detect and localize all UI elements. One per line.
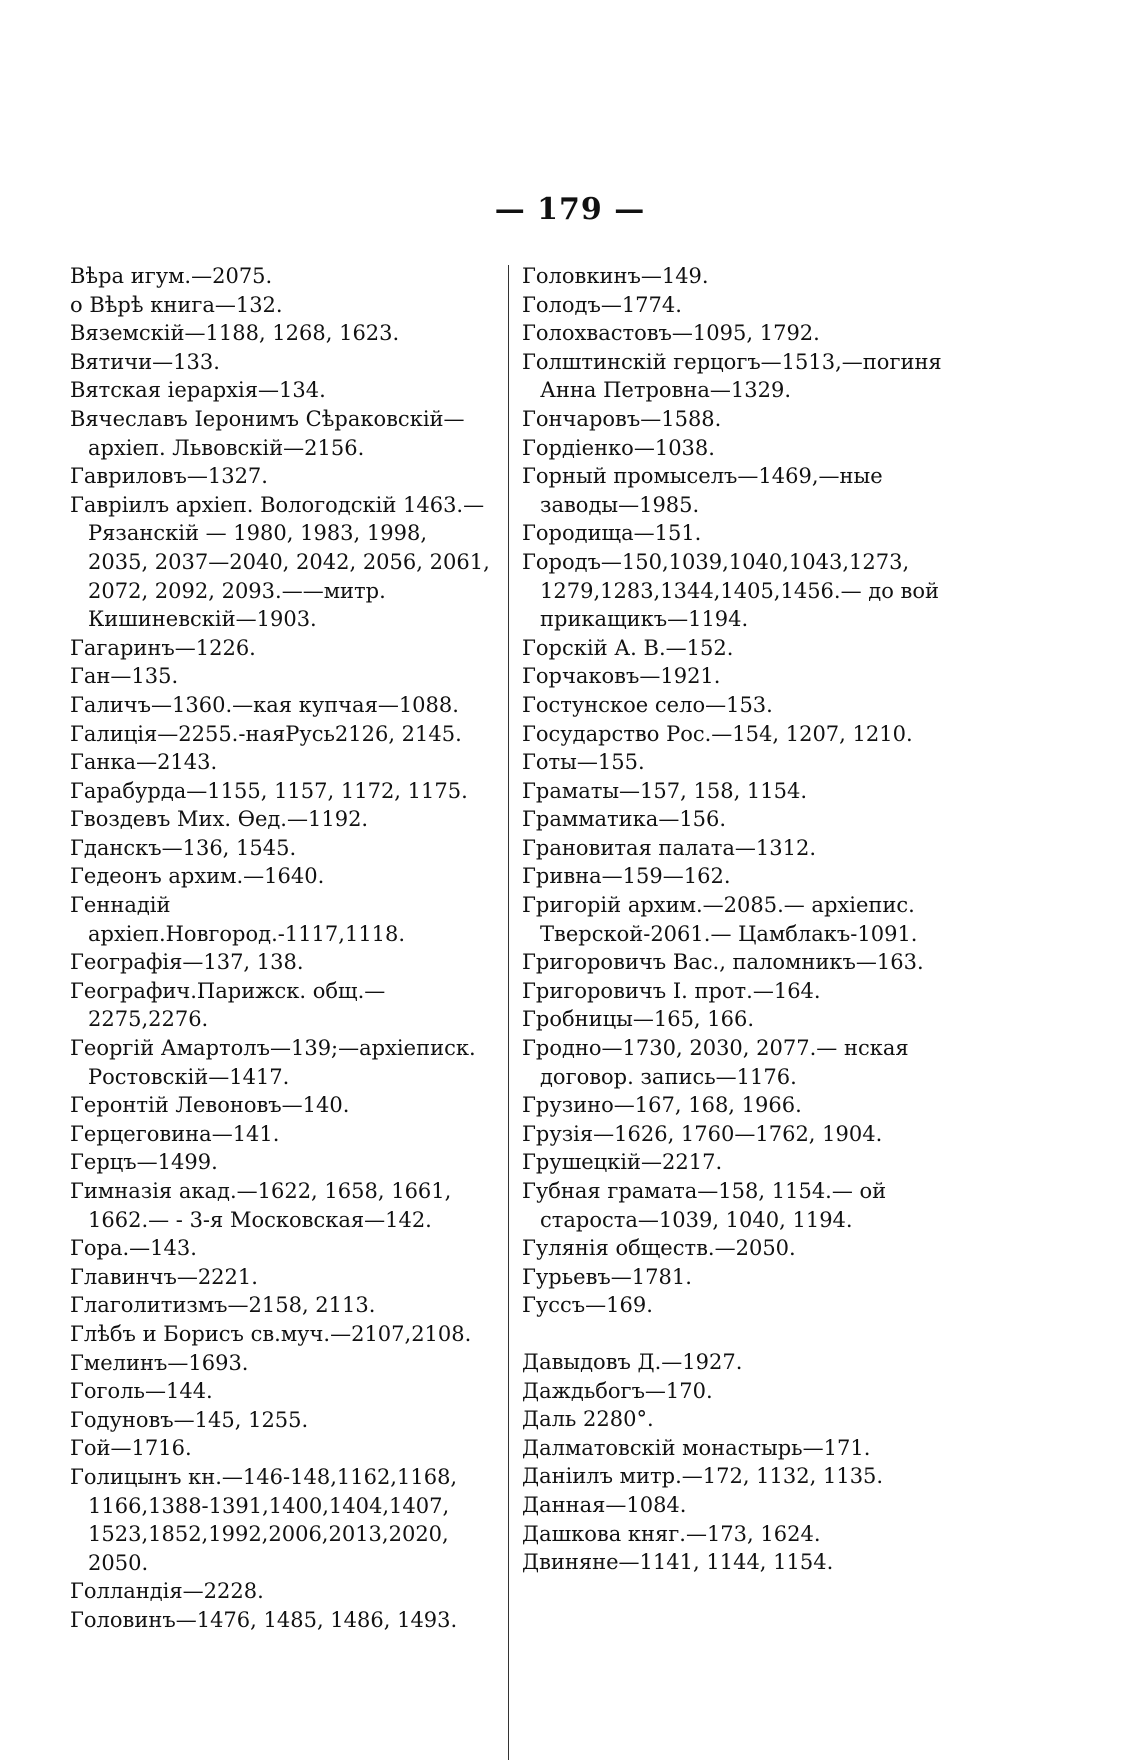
index-entry: Гродно—1730, 2030, 2077.— нская договор. запись—1176. [522, 1036, 909, 1089]
index-entry: Гробницы—165, 166. [522, 1007, 755, 1032]
index-entry: Далматовскій монастырь—171. [522, 1435, 871, 1460]
index-entry: Гоголь—144. [70, 1379, 213, 1404]
index-entry: Геронтій Левоновъ—140. [70, 1093, 350, 1118]
index-entry: Вятская іерархія—134. [70, 378, 326, 403]
index-entry: Горчаковъ—1921. [522, 664, 721, 689]
index-entry: Герцеговина—141. [70, 1121, 280, 1146]
index-entry: Данная—1084. [522, 1492, 687, 1517]
index-entry: Гривна—159—162. [522, 864, 731, 889]
index-entry: Головинъ—1476, 1485, 1486, 1493. [70, 1607, 458, 1632]
index-entry: Географич.Парижск. общ.—2275,2276. [70, 978, 386, 1032]
index-entry: Даждьбогъ—170. [522, 1378, 713, 1403]
index-entry: Географія—137, 138. [70, 950, 304, 975]
index-entry: Гурьевъ—1781. [522, 1264, 692, 1289]
index-entry: о Вѣрѣ книга—132. [70, 292, 283, 317]
index-entry: Даніилъ митр.—172, 1132, 1135. [522, 1464, 884, 1489]
index-entry: Городища—151. [522, 521, 702, 546]
index-entry: Городъ—150,1039,1040,1043,1273, 1279,1283,1344,1405,1456.— до вой прикащикъ—1194. [522, 549, 939, 632]
index-entry: Галичъ—1360.—кая купчая—1088. [70, 692, 459, 717]
index-entry: Горскій А. В.—152. [522, 635, 734, 660]
index-entry: Грузино—167, 168, 1966. [522, 1093, 802, 1118]
index-entry: Годуновъ—145, 1255. [70, 1407, 309, 1432]
index-entry: Гончаровъ—1588. [522, 406, 722, 431]
index-entry: Голицынъ кн.—146-148,1162,1168, 1166,1388-1391,1400,1404,1407, 1523,1852,1992,2006,2013,2020, 2050. [70, 1464, 458, 1575]
index-entry: Герцъ—1499. [70, 1150, 218, 1175]
index-entry: Ган—135. [70, 664, 179, 689]
column-divider [508, 265, 509, 1760]
index-entry: Даль 2280°. [522, 1407, 654, 1432]
index-entry: Вяземскій—1188, 1268, 1623. [70, 321, 400, 346]
index-entry: Вѣра игум.—2075. [70, 264, 273, 288]
index-entry: Граматы—157, 158, 1154. [522, 778, 808, 803]
index-entry: Гимназія акад.—1622, 1658, 1661, 1662.— - 3-я Московская—142. [70, 1179, 452, 1232]
page-number: — 179 — [494, 192, 646, 227]
index-entry: Губная грамата—158, 1154.— ой староста—1039, 1040, 1194. [522, 1179, 887, 1232]
index-entry: Глаголитизмъ—2158, 2113. [70, 1293, 376, 1318]
index-entry: Голодъ—1774. [522, 292, 682, 317]
index-entry: Вячеславъ Іеронимъ Сѣраковскій—архіеп. Львовскій—2156. [70, 406, 465, 460]
index-entry: Георгій Амартолъ—139;—архіеписк. Ростовскій—1417. [70, 1036, 476, 1089]
index-entry: Ганка—2143. [70, 750, 218, 775]
index-entry: Горный промыселъ—1469,—ные заводы—1985. [522, 464, 883, 517]
index-entry: Грамматика—156. [522, 807, 727, 832]
index-entry: Грушецкій—2217. [522, 1150, 723, 1175]
index-entry: Гой—1716. [70, 1436, 192, 1461]
index-entry: Головкинъ—149. [522, 264, 709, 288]
index-entry: Галиція—2255.-наяРусь2126, 2145. [70, 721, 462, 746]
index-entry: Григорій архим.—2085.— архіепис. Тверской-2061.— Цамблакъ-1091. [522, 893, 918, 946]
index-entry: Гостунское село—153. [522, 692, 773, 717]
index-entry: Государство Рос.—154, 1207, 1210. [522, 721, 913, 746]
index-entry: Гулянія обществ.—2050. [522, 1236, 796, 1261]
index-entry: Гавриловъ—1327. [70, 464, 268, 489]
index-entry: Грановитая палата—1312. [522, 835, 817, 860]
index-entry: Гуссъ—169. [522, 1293, 653, 1318]
index-entry: Гданскъ—136, 1545. [70, 835, 297, 860]
index-entry: Дашкова княг.—173, 1624. [522, 1521, 821, 1546]
index-entry: Гедеонъ архим.—1640. [70, 864, 325, 889]
index-entry: Голохвастовъ—1095, 1792. [522, 321, 820, 346]
index-entry: Гагаринъ—1226. [70, 635, 256, 660]
index-entry: Глѣбъ и Борисъ св.муч.—2107,2108. [70, 1321, 472, 1346]
index-entry: Грузія—1626, 1760—1762, 1904. [522, 1121, 883, 1146]
index-entry: Гвоздевъ Мих. Ѳед.—1192. [70, 807, 369, 832]
index-entry: Гарабурда—1155, 1157, 1172, 1175. [70, 778, 468, 803]
index-entry: Гора.—143. [70, 1236, 197, 1261]
index-entry: Голштинскій герцогъ—1513,—погиня Анна Петровна—1329. [522, 349, 942, 403]
index-entry: Геннадій архіеп.Новгород.-1117,1118. [70, 893, 406, 946]
index-entry: Григоровичъ Вас., паломникъ—163. [522, 950, 924, 975]
index-column-right [522, 262, 952, 1577]
index-entry: Гавріилъ архіеп. Вологодскій 1463.— Рязанскій — 1980, 1983, 1998, 2035, 2037—2040, 2042, 2056, 2061, 2072, 2092, 2093.——митр. Кишиневскій—1903. [70, 492, 490, 632]
index-entry: Двиняне—1141, 1144, 1154. [522, 1550, 834, 1575]
index-entry: Гмелинъ—1693. [70, 1350, 249, 1375]
index-entry: Голландія—2228. [70, 1579, 264, 1604]
index-entry: Главинчъ—2221. [70, 1264, 258, 1289]
index-entry: Готы—155. [522, 750, 645, 775]
index-entry: Вятичи—133. [70, 349, 220, 374]
index-entry: Григоровичъ І. прот.—164. [522, 978, 821, 1003]
index-entry: Гордіенко—1038. [522, 435, 715, 460]
index-entry: Давыдовъ Д.—1927. [522, 1349, 743, 1374]
index-column-left [70, 262, 490, 1635]
